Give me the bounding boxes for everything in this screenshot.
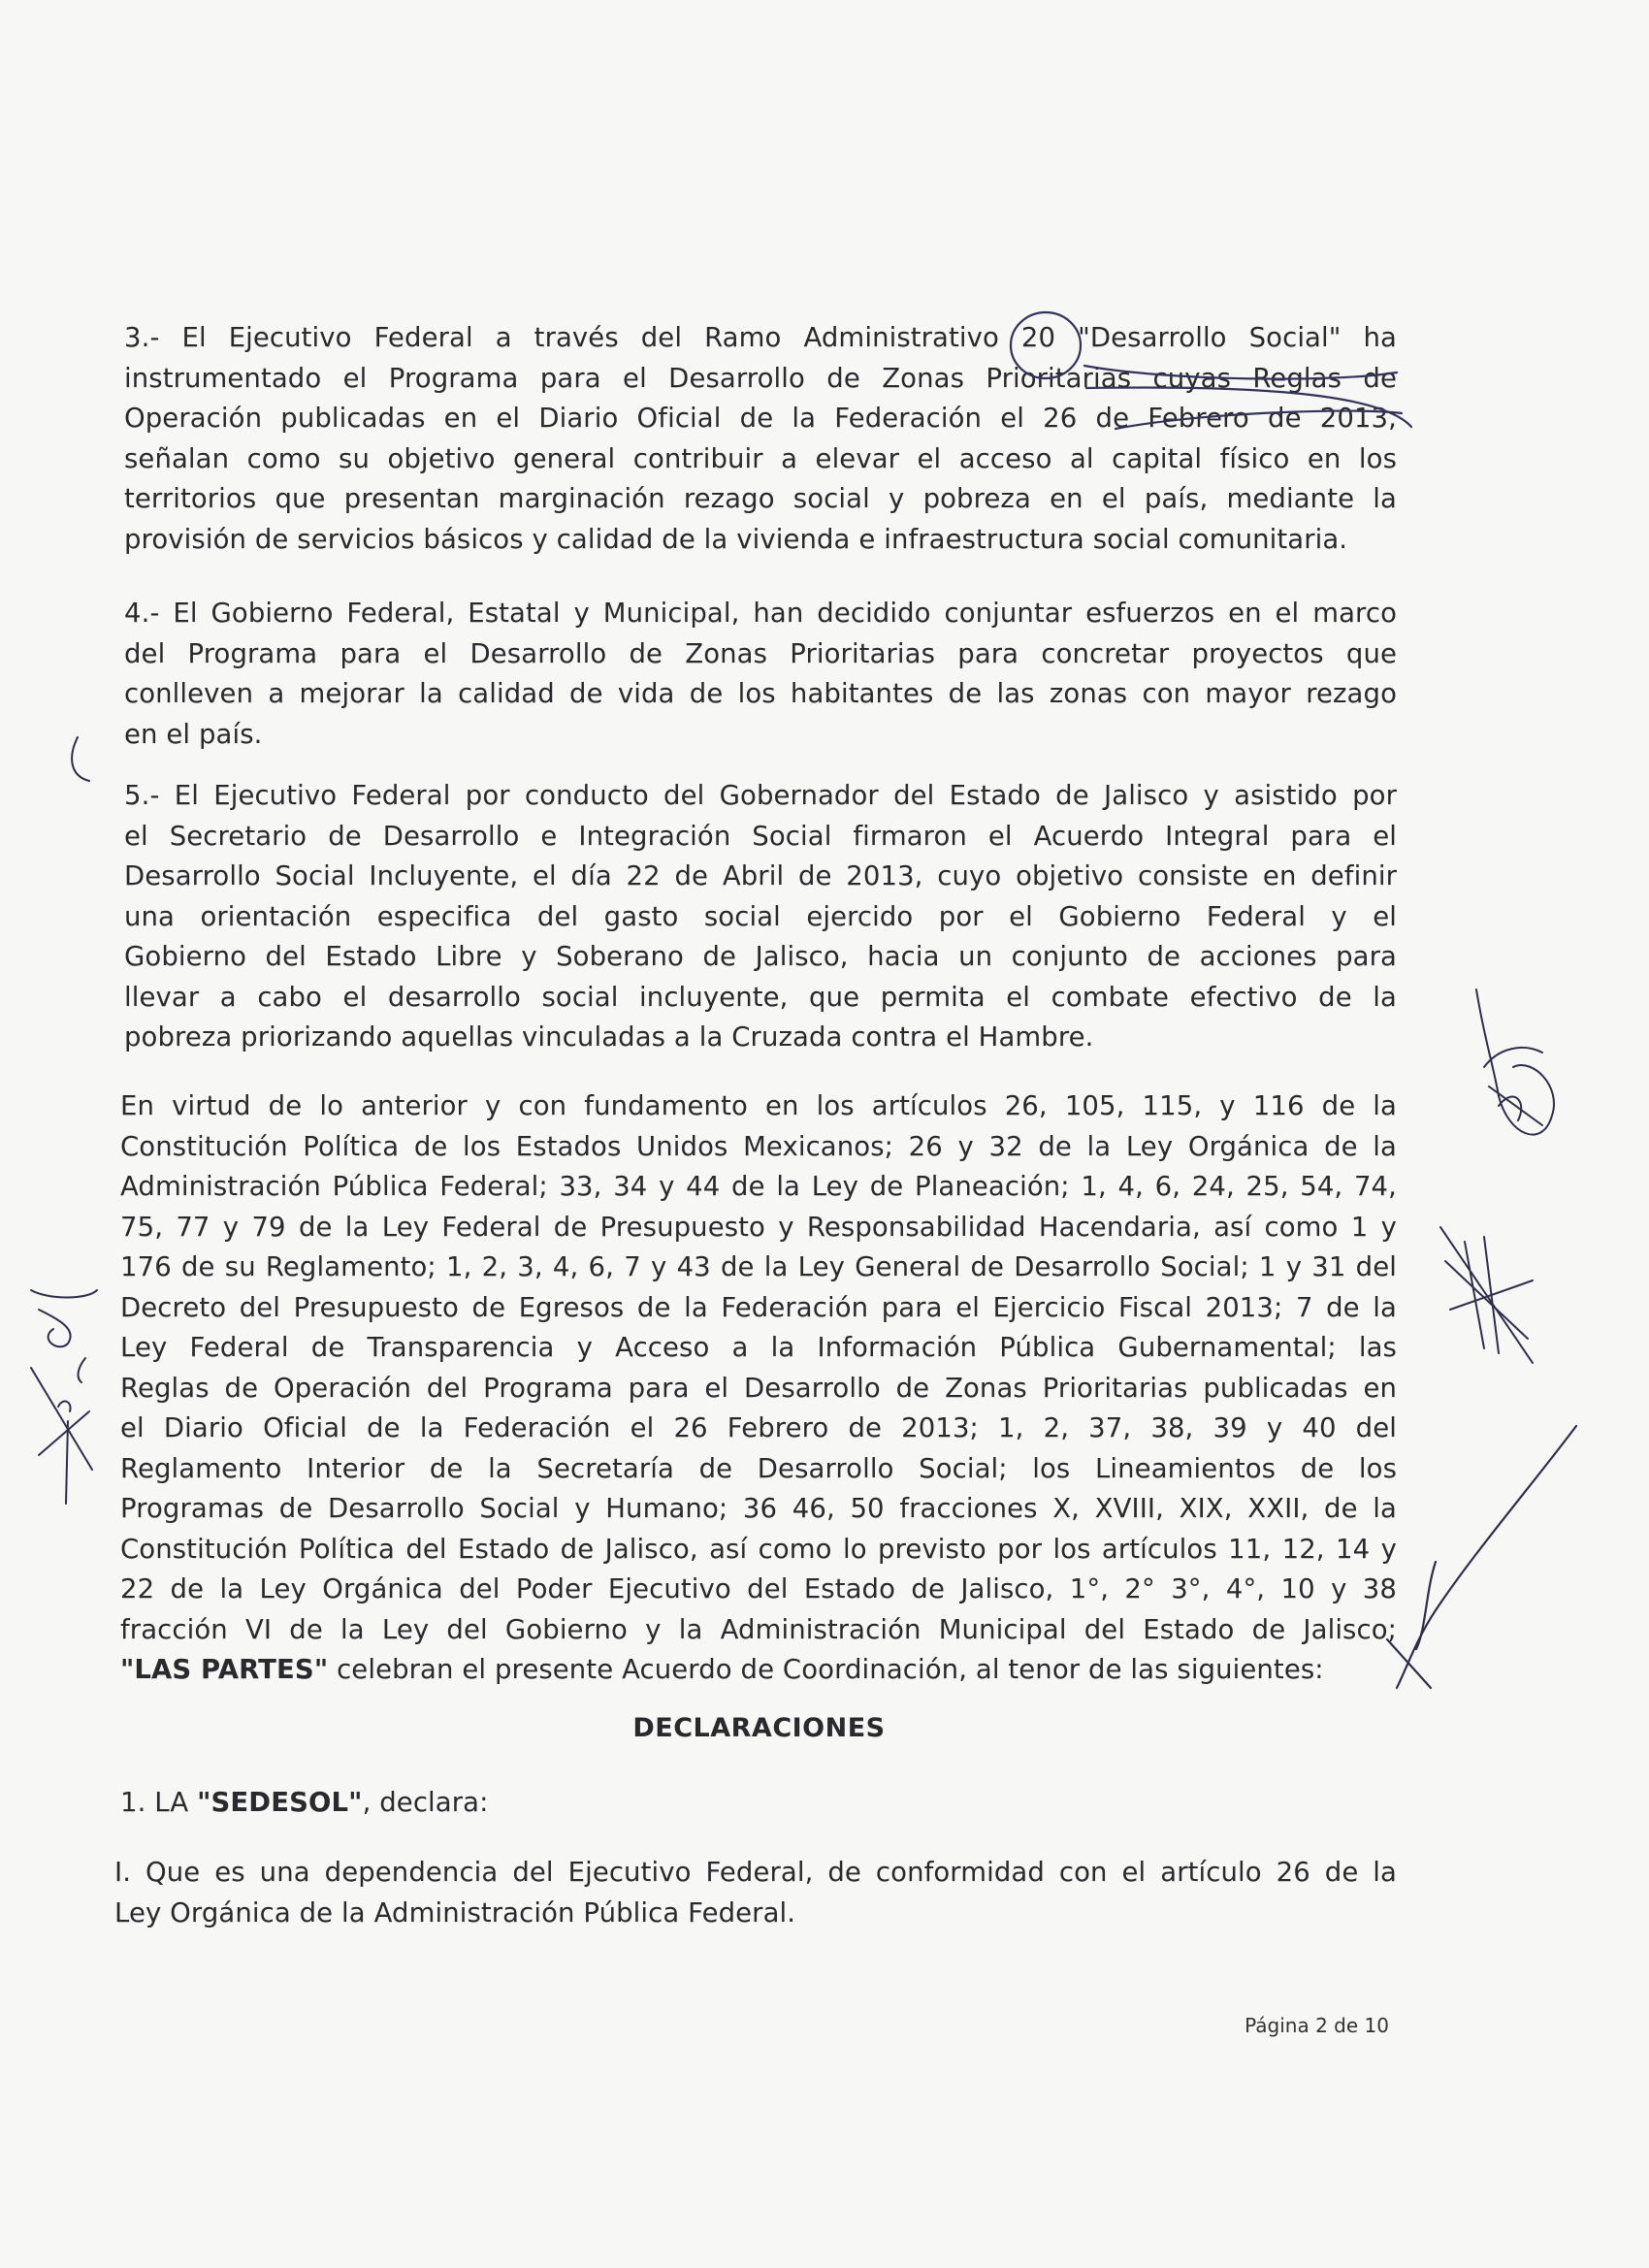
p3-line: señalan como su objetivo general contribuir a elevar el acceso al capital físico en los — [124, 442, 1397, 474]
underline-mark-2 — [1116, 411, 1402, 429]
p5-line: pobreza priorizando aquellas vinculadas a la Cruzada contra el Hambre. — [124, 1021, 1094, 1053]
p6-line: Constitución Política de los Estados Unidos Mexicanos; 26 y 32 de la Ley Orgánica de la — [120, 1130, 1397, 1162]
p5-line: Gobierno del Estado Libre y Soberano de Jalisco, hacia un conjunto de acciones para — [124, 941, 1397, 972]
p5-line: llevar a cabo el desarrollo social incluyente, que permita el combate efectivo de la — [124, 981, 1397, 1013]
sedesol-bold: "SEDESOL" — [197, 1787, 363, 1818]
underline-mark — [1084, 366, 1397, 379]
p6-line: Ley Federal de Transparencia y Acceso a la Información Pública Gubernamental; las — [120, 1332, 1397, 1363]
p4-line: 4.- El Gobierno Federal, Estatal y Municipal, han decidido conjuntar esfuerzos en el marco — [124, 598, 1397, 629]
p6-line: Decreto del Presupuesto de Egresos de la Federación para el Ejercicio Fiscal 2013; 7 de la — [120, 1291, 1397, 1323]
p5-line: Desarrollo Social Incluyente, el día 22 de Abril de 2013, cuyo objetivo consiste en definir — [124, 860, 1397, 891]
p4-line: conlleven a mejorar la calidad de vida de los habitantes de las zonas con mayor rezago — [124, 678, 1397, 709]
p5-line: 5.- El Ejecutivo Federal por conducto del Gobernador del Estado de Jalisco y asistido por — [124, 780, 1397, 811]
p3-line: Operación publicadas en el Diario Oficial de la Federación el 26 de Febrero de 2013, — [124, 403, 1397, 434]
p3-line: instrumentado el Programa para el Desarrollo de Zonas Prioritarias cuyas Reglas de — [124, 362, 1397, 394]
signature-right-top — [1476, 989, 1554, 1135]
p5-line: una orientación especifica del gasto social ejercido por el Gobierno Federal y el — [124, 900, 1397, 932]
p6-line: 75, 77 y 79 de la Ley Federal de Presupuesto y Responsabilidad Hacendaria, así como 1 y — [120, 1211, 1397, 1243]
p3-line: territorios que presentan marginación rezago social y pobreza en el país, mediante la — [124, 483, 1397, 514]
signature-left — [31, 737, 97, 1504]
dI-line: Ley Orgánica de la Administración Pública Federal. — [114, 1896, 796, 1928]
p6-line: 176 de su Reglamento; 1, 2, 3, 4, 6, 7 y 43 de la Ley General de Desarrollo Social; 1 y 31 del — [120, 1251, 1397, 1282]
p6-line: Administración Pública Federal; 33, 34 y 44 de la Ley de Planeación; 1, 4, 6, 24, 25, 54, 74, — [120, 1171, 1397, 1202]
p6-line: el Diario Oficial de la Federación el 26 Febrero de 2013; 1, 2, 37, 38, 39 y 40 del — [120, 1412, 1397, 1443]
p6-line: Reglas de Operación del Programa para el Desarrollo de Zonas Prioritarias publicadas en — [120, 1372, 1397, 1404]
p6-line: Constitución Política del Estado de Jalisco, así como lo previsto por los artículos 11, 12, 14 y — [120, 1533, 1397, 1565]
p4-line: del Programa para el Desarrollo de Zonas Prioritarias para concretar proyectos que — [124, 637, 1397, 669]
page-number: Página 2 de 10 — [1245, 2014, 1389, 2037]
p6-line: 22 de la Ley Orgánica del Poder Ejecutivo del Estado de Jalisco, 1°, 2° 3°, 4°, 10 y 38 — [120, 1573, 1397, 1604]
declaraciones-heading: DECLARACIONES — [632, 1713, 886, 1743]
p6-line: fracción VI de la Ley del Gobierno y la Administración Municipal del Estado de Jalisco; — [120, 1613, 1397, 1645]
p3-line: 3.- El Ejecutivo Federal a través del Ramo Administrativo 20 "Desarrollo Social" ha — [124, 322, 1397, 353]
dI-line: I. Que es una dependencia del Ejecutivo Federal, de conformidad con el artículo 26 de la — [114, 1857, 1397, 1888]
declaration-1-intro: 1. LA "SEDESOL", declara: — [120, 1787, 489, 1818]
p5-line: el Secretario de Desarrollo e Integración Social firmaron el Acuerdo Integral para el — [124, 820, 1397, 852]
circle-mark — [1011, 312, 1081, 378]
signature-right-middle — [1440, 1227, 1533, 1363]
p4-line: en el país. — [124, 718, 263, 750]
p6-line: Programas de Desarrollo Social y Humano; 36 46, 50 fracciones X, XVIII, XIX, XXII, de la — [120, 1493, 1397, 1524]
p3-line: provisión de servicios básicos y calidad de la vivienda e infraestructura social comunitaria. — [124, 523, 1348, 555]
las-partes-bold: "LAS PARTES" — [120, 1654, 329, 1685]
p6-line: En virtud de lo anterior y con fundamento en los artículos 26, 105, 115, y 116 de la — [120, 1090, 1397, 1121]
paragraph-legal-basis-last-line: "LAS PARTES" celebran el presente Acuerdo de Coordinación, al tenor de las siguientes: — [120, 1654, 1324, 1685]
underline-mark-3 — [1086, 387, 1411, 427]
signature-right-bottom — [1387, 1426, 1576, 1688]
p6-line: Reglamento Interior de la Secretaría de Desarrollo Social; los Lineamientos de los — [120, 1452, 1397, 1484]
